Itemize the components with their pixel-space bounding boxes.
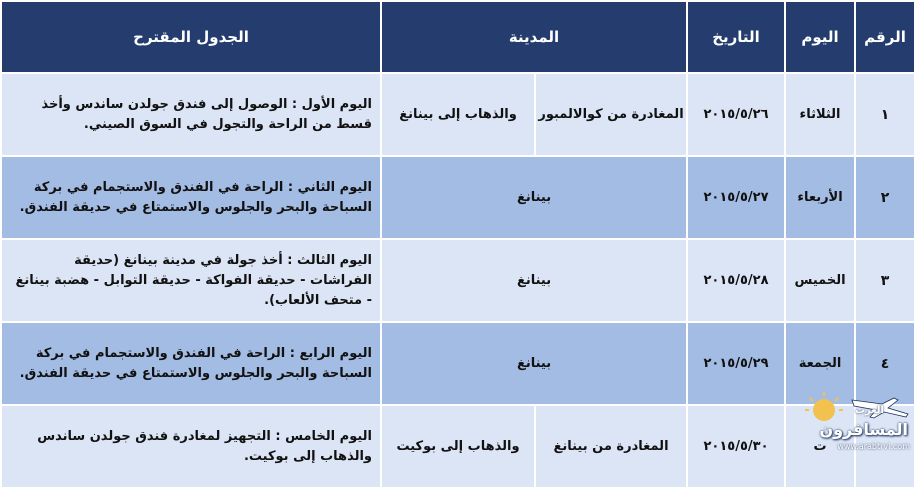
- table-row: [1, 322, 914, 405]
- row-date: ٢٠١٥/٥/٣٠: [687, 405, 785, 488]
- watermark-brand: المسافرون: [819, 420, 908, 439]
- table-row: [1, 73, 914, 156]
- table-row: [1, 156, 914, 239]
- watermark-url: www.arabtrvl.com: [837, 442, 910, 451]
- row-num: ٢: [855, 156, 914, 239]
- row-day: ت: [785, 405, 855, 488]
- watermark-sub: العرب: [854, 405, 884, 416]
- row-plan: اليوم الخامس : التجهيز لمغادرة فندق جولدن ساندس والذهاب إلى بوكيت.: [1, 405, 381, 488]
- header-city: المدينة: [381, 1, 687, 73]
- site-watermark: [790, 388, 914, 453]
- row-plan: اليوم الأول : الوصول إلى فندق جولدن ساندس وأخذ قسط من الراحة والتجول في السوق الصيني.: [1, 73, 381, 156]
- row-city-depart: المغادرة من بينانغ: [535, 405, 687, 488]
- header-plan: الجدول المقترح: [1, 1, 381, 73]
- row-plan: اليوم الثالث : أخذ جولة في مدينة بينانغ (حديقة الفراشات - حديقة الفواكة - حديقة التوابل - هضبة بينانغ - متحف الألعاب).: [1, 239, 381, 322]
- row-date: ٢٠١٥/٥/٢٨: [687, 239, 785, 322]
- row-num: ٤: [855, 322, 914, 405]
- table-row: [1, 405, 914, 488]
- row-city: بينانغ: [381, 239, 687, 322]
- row-day: الجمعة: [785, 322, 855, 405]
- row-city-arrive: والذهاب إلى بينانغ: [381, 73, 535, 156]
- row-date: ٢٠١٥/٥/٢٦: [687, 73, 785, 156]
- row-day: الأربعاء: [785, 156, 855, 239]
- row-date: ٢٠١٥/٥/٢٩: [687, 322, 785, 405]
- header-num: الرقم: [855, 1, 914, 73]
- header-date: التاريخ: [687, 1, 785, 73]
- header-day: اليوم: [785, 1, 855, 73]
- row-city-arrive: والذهاب إلى بوكيت: [381, 405, 535, 488]
- row-day: الخميس: [785, 239, 855, 322]
- header-row: [1, 1, 914, 73]
- row-city-depart: المغادرة من كوالالمبور: [535, 73, 687, 156]
- row-plan: اليوم الرابع : الراحة في الفندق والاستجمام في بركة السباحة والبحر والجلوس والاستمتاع في حديقة الفندق.: [1, 322, 381, 405]
- row-plan: اليوم الثاني : الراحة في الفندق والاستجمام في بركة السباحة والبحر والجلوس والاستمتاع في حديقة الفندق.: [1, 156, 381, 239]
- table-row: [1, 239, 914, 322]
- row-city: بينانغ: [381, 156, 687, 239]
- row-date: ٢٠١٥/٥/٢٧: [687, 156, 785, 239]
- row-day: الثلاثاء: [785, 73, 855, 156]
- row-num: ١: [855, 73, 914, 156]
- row-city: بينانغ: [381, 322, 687, 405]
- row-num: ٣: [855, 239, 914, 322]
